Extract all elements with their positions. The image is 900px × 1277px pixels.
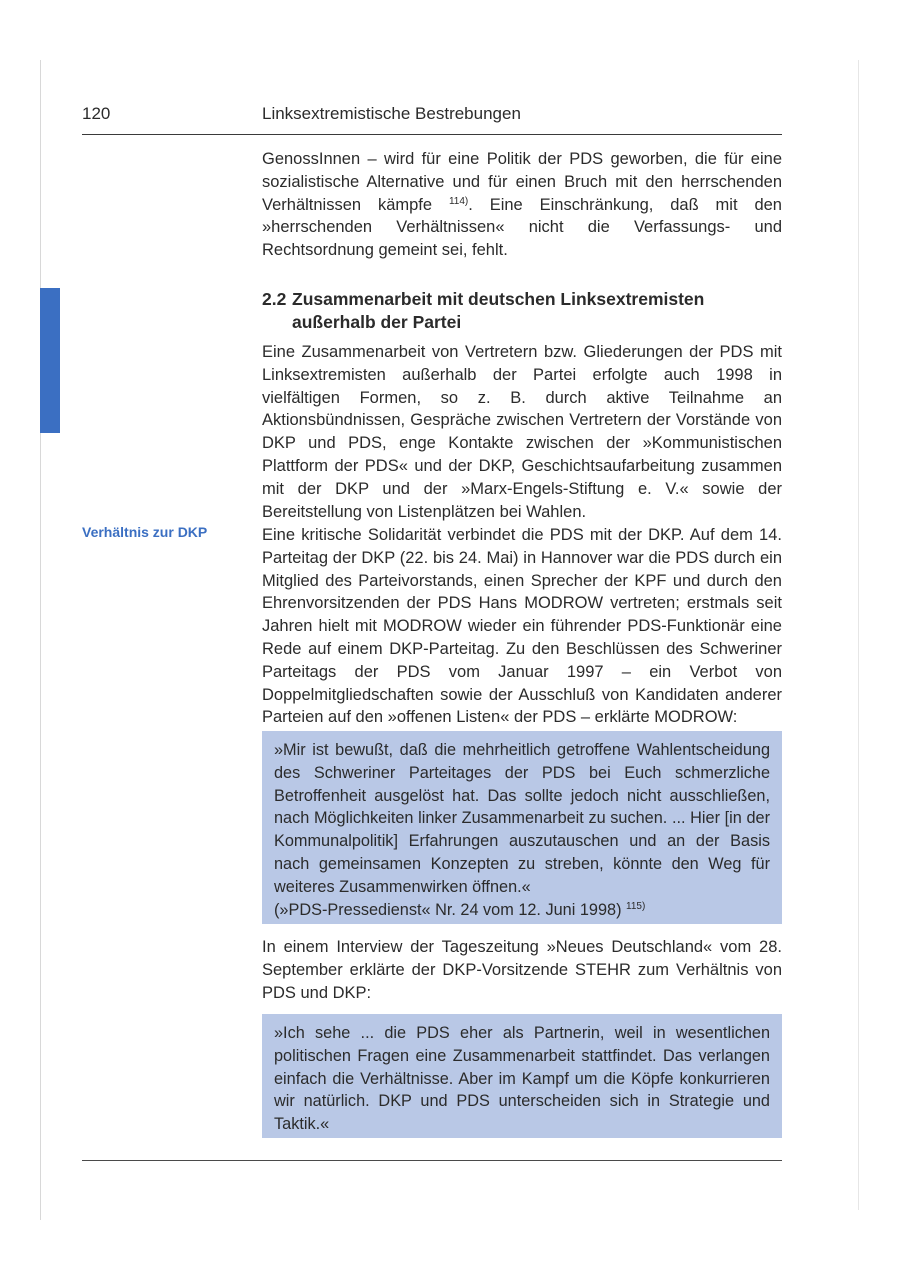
quote-box-modrow xyxy=(262,731,782,924)
quote-modrow-source xyxy=(274,899,770,922)
quote-source-text: (»PDS-Pressedienst« Nr. 24 vom 12. Juni 1998) xyxy=(274,900,622,919)
footnote-ref-115: 115) xyxy=(626,900,646,912)
marginal-note: Verhältnis zur DKP xyxy=(82,524,208,540)
paragraph-interview: In einem Interview der Tageszeitung »Neues Deutschland« vom 28. September erklärte der DKP-Vorsitzende STEHR zum Verhältnis von PDS und DKP: xyxy=(262,938,782,1002)
section-heading xyxy=(262,288,782,334)
paragraph-intro-text: GenossInnen – wird für eine Politik der PDS geworben, die für eine sozialistische Alternative und für einen Bruch mit den herrschenden Verhältnissen kämpfe xyxy=(262,150,782,214)
running-title: Linksextremistische Bestrebungen xyxy=(262,104,521,123)
paragraph-cooperation: Eine Zusammenarbeit von Vertretern bzw. Gliederungen der PDS mit Linksextremisten außerhalb der Partei erfolgte auch 1998 in vielfältigen Formen, so z. B. durch aktive Teilnahme an Aktionsbündnissen, Gespräche zwischen Vertretern der Vorstände von DKP und PDS, enge Kontakte zwischen der »Kommunistischen Plattform der PDS« und der DKP, Geschichtsaufarbeitung zusammen mit der DKP und der »Marx-Engels-Stiftung e. V.« sowie der Bereitstellung von Listenplätzen bei Wahlen. xyxy=(262,343,782,521)
footnote-ref-114: 114) xyxy=(448,195,469,207)
paragraph-dkp-relation: Eine kritische Solidarität verbindet die PDS mit der DKP. Auf dem 14. Parteitag der DKP (22. bis 24. Mai) in Hannover war die PDS durch ein Mitglied des Parteivorstands, einen Sprecher der KPF und durch den Ehrenvorsitzenden der PDS Hans MODROW vertreten; erstmals seit Jahren hielt mit MODROW wieder ein führender PDS-Funktionär eine Rede auf einem DKP-Parteitag. Zu den Beschlüssen des Schweriner Parteitags der PDS vom Januar 1997 – ein Verbot von Doppelmitgliedschaften sowie der Ausschluß von Kandidaten anderer Parteien auf den »offenen Listen« der PDS – erklärte MODROW: xyxy=(262,526,782,727)
left-margin-line xyxy=(40,60,41,1220)
section-title: Zusammenarbeit mit deutschen Linksextremisten außerhalb der Partei xyxy=(292,289,705,332)
right-margin-line xyxy=(858,60,859,1210)
paragraph-intro-text-end: . Eine Einschränkung, daß mit den »herrschenden Verhältnissen« nicht die Verfassungs- und Rechtsordnung gemeint sei, fehlt. xyxy=(262,195,782,260)
section-number: 2.2 xyxy=(262,289,287,309)
header-rule xyxy=(82,134,782,135)
quote-modrow-text: »Mir ist bewußt, daß die mehrheitlich getroffene Wahlentscheidung des Schweriner Parteitages der PDS bei Euch schmerzliche Betroffenheit ausgelöst hat. Das sollte jedoch nicht ausschließen, nach Möglichkeiten linker Zusammenarbeit zu suchen. ... Hier [in der Kommunalpolitik] Erfahrungen auszutauschen und an der Basis nach gemeinsamen Konzepten zu streben, könnte den Weg für weiteres Zusammenwirken öffnen.« xyxy=(274,741,770,896)
chapter-tab-marker xyxy=(40,288,60,433)
quote-box-stehr xyxy=(262,1014,782,1138)
page-number: 120 xyxy=(82,104,111,123)
footer-rule xyxy=(82,1160,782,1161)
quote-stehr-text: »Ich sehe ... die PDS eher als Partnerin, weil in wesentlichen politischen Fragen eine Zusammenarbeit stattfindet. Das verlangen einfach die Verhältnisse. Aber im Kampf um die Köpfe konkurrieren wir natürlich. DKP und PDS unterscheiden sich in Strategie und Taktik.« xyxy=(274,1024,770,1134)
paragraph-intro xyxy=(262,148,782,262)
